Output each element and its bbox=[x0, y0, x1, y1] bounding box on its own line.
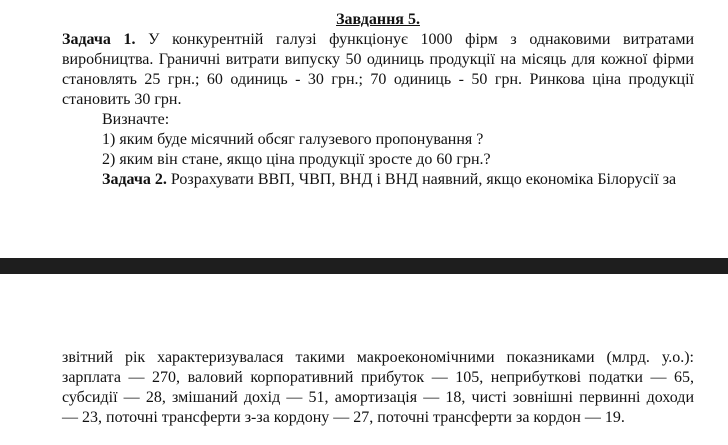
task2-label: Задача 2. bbox=[102, 171, 167, 188]
task2-line-1: звітний рік характеризувалася такими макроекономічними показниками (млрд. у.о.): bbox=[62, 349, 694, 366]
lower-page-section bbox=[62, 348, 694, 428]
page-break-divider bbox=[0, 258, 728, 274]
task1-label: Задача 1. bbox=[62, 31, 136, 48]
task2-line-4: — 23, поточні трансферти з-за кордону — 27, поточні трансферти за кордон — 19. bbox=[62, 409, 625, 426]
section-title: Завдання 5. bbox=[336, 11, 420, 28]
task1-text: У конкурентній галузі функціонує 1000 фірм з однаковими витратами виробництва. Граничні витрати випуску 50 одиниць продукції на місяць для кожної фірми становлять 25 грн.; 60 одиниць - 30 грн.; 70 одиниць - 50 грн. Ринкова ціна продукції становить 30 грн. bbox=[62, 31, 695, 108]
task1-question-2: 2) яким він стане, якщо ціна продукції зросте до 60 грн.? bbox=[102, 151, 491, 168]
task1-determine: Визначте: bbox=[102, 111, 170, 128]
upper-page-section bbox=[62, 10, 694, 190]
task2-line-2: зарплата — 270, валовий корпоративний прибуток — 105, неприбуткові податки — 65, bbox=[62, 369, 694, 386]
task1-question-1: 1) яким буде місячний обсяг галузевого пропонування ? bbox=[102, 131, 484, 148]
task2-paragraph-start bbox=[62, 170, 694, 190]
task1-paragraph bbox=[62, 30, 694, 110]
task2-line-3: субсидії — 28, змішаний дохід — 51, амортизація — 18, чисті зовнішні первинні доходи bbox=[62, 389, 694, 406]
task2-text-first: Розрахувати ВВП, ЧВП, ВНД і ВНД наявний, якщо економіка Білорусії за bbox=[166, 171, 677, 188]
